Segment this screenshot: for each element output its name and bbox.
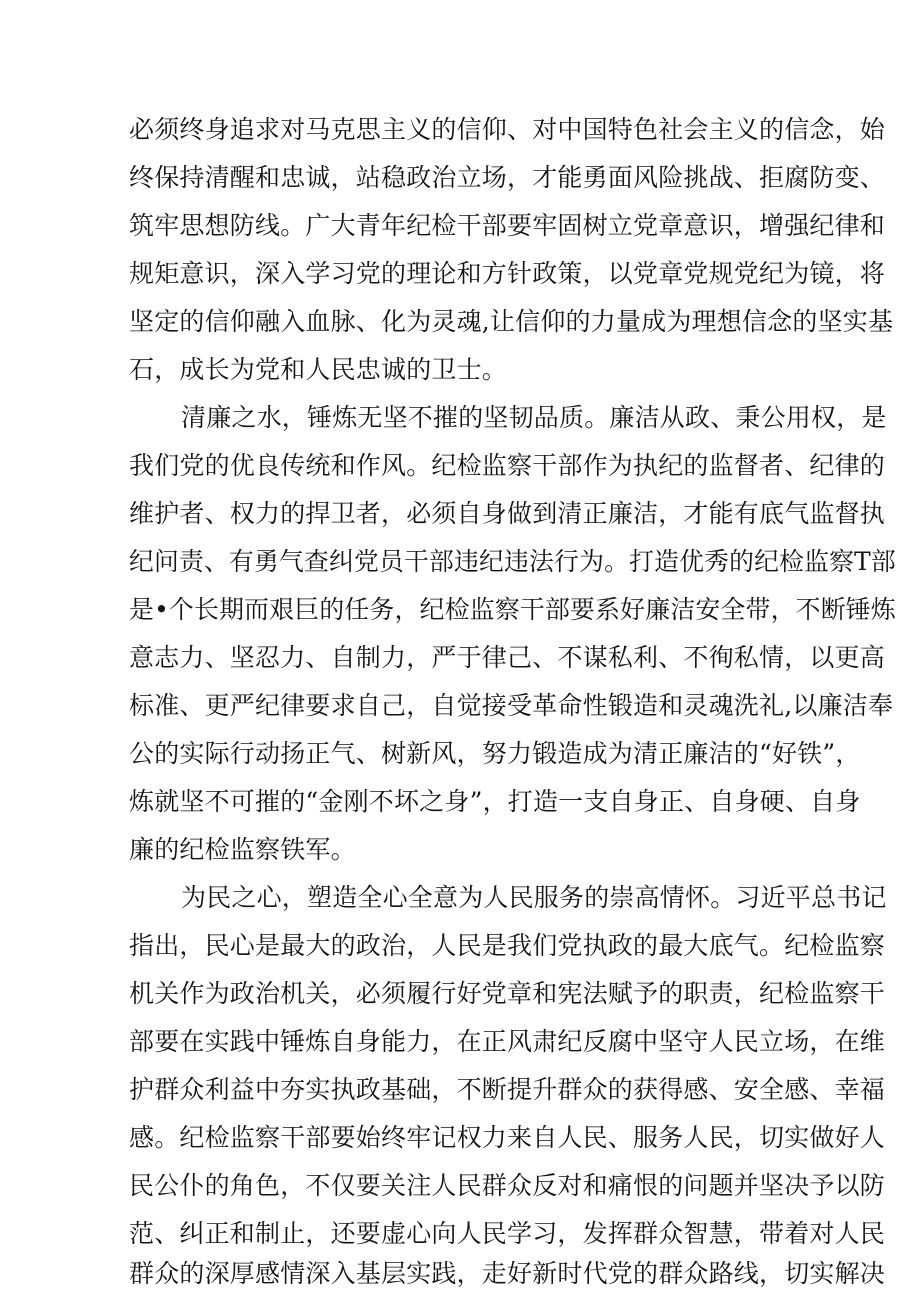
line-text: 我们党的优良传统和作风。纪检监察干部作为执纪的监督者、纪律的 [129, 451, 886, 480]
line-text: 必须终身追求对马克思主义的信仰、对中国特色社会主义的信念，始 [129, 115, 886, 144]
text-line-7 [0, 394, 920, 442]
text-line-4 [0, 250, 920, 298]
text-line-5 [0, 298, 920, 346]
text-line-22 [0, 1114, 920, 1162]
line-text: 护群众利益中夯实执政基础，不断提升群众的获得感、安全感、幸福 [129, 1075, 886, 1104]
text-line-2 [0, 154, 920, 202]
line-text: 意志力、坚忍力、自制力，严于律己、不谋私利、不徇私情，以更高 [129, 643, 886, 672]
text-line-19 [0, 970, 920, 1018]
line-text: 维护者、权力的捍卫者，必须自身做到清正廉洁，才能有底气监督执 [129, 499, 886, 528]
paragraph-start: 为民之心，塑造全心全意为人民服务的崇高情怀。习近平总书记 [181, 883, 887, 912]
text-line-23 [0, 1162, 920, 1210]
line-text: 群众的深厚感情深入基层实践，走好新时代党的群众路线，切实解决 [129, 1259, 886, 1288]
line-text: 范、纠正和制止，还要虚心向人民学习，发挥群众智慧，带着对人民 [129, 1219, 886, 1248]
text-line-15 [0, 778, 920, 826]
paragraph-start: 清廉之水，锤炼无坚不摧的坚韧品质。廉洁从政、秉公用权，是 [181, 403, 887, 432]
line-text: 公的实际行动扬正气、树新风，努力锻造成为清正廉洁的“好铁”， [129, 739, 861, 768]
line-text: 坚定的信仰融入血脉、化为灵魂,让信仰的力量成为理想信念的坚实基 [129, 307, 894, 336]
text-line-18 [0, 922, 920, 970]
line-text: 标准、更严纪律要求自己，自觉接受革命性锻造和灵魂洗礼,以廉洁奉 [129, 691, 894, 720]
text-line-21 [0, 1066, 920, 1114]
line-text: 规矩意识，深入学习党的理论和方针政策，以党章党规党纪为镜，将 [129, 259, 886, 288]
text-line-11 [0, 586, 920, 634]
line-text: 炼就坚不可摧的“金刚不坏之身”，打造一支自身正、自身硬、自身 [129, 787, 861, 816]
text-line-3 [0, 202, 920, 250]
line-text: 石，成长为党和人民忠诚的卫士。 [129, 355, 508, 384]
text-line-8 [0, 442, 920, 490]
text-line-13 [0, 682, 920, 730]
text-line-12 [0, 634, 920, 682]
text-line-9 [0, 490, 920, 538]
line-text: 部要在实践中锤炼自身能力，在正风肃纪反腐中坚守人民立场，在维 [129, 1027, 886, 1056]
text-line-17 [0, 874, 920, 922]
text-line-6 [0, 346, 920, 394]
text-line-1 [0, 106, 920, 154]
text-line-16 [0, 826, 920, 874]
text-line-14 [0, 730, 920, 778]
line-text: 终保持清醒和忠诚，站稳政治立场，才能勇面风险挑战、拒腐防变、 [129, 163, 886, 192]
line-text: 是•个长期而艰巨的任务，纪检监察干部要系好廉洁安全带，不断锤炼 [129, 595, 896, 624]
text-line-25 [0, 1250, 920, 1298]
text-line-20 [0, 1018, 920, 1066]
line-text: 民公仆的角色，不仅要关注人民群众反对和痛恨的问题并坚决予以防 [129, 1171, 886, 1200]
line-text: 机关作为政治机关，必须履行好党章和宪法赋予的职责，纪检监察干 [129, 979, 886, 1008]
text-line-10 [0, 538, 920, 586]
line-text: 感。纪检监察干部要始终牢记权力来自人民、服务人民，切实做好人 [129, 1123, 886, 1152]
line-text: 筑牢思想防线。广大青年纪检干部要牢固树立党章意识，增强纪律和 [129, 211, 886, 240]
line-text: 廉的纪检监察铁军。 [129, 835, 356, 864]
line-text: 指出，民心是最大的政治，人民是我们党执政的最大底气。纪检监察 [129, 931, 886, 960]
line-text: 纪问责、有勇气查纠党员干部违纪违法行为。打造优秀的纪检监察T部 [129, 547, 896, 576]
